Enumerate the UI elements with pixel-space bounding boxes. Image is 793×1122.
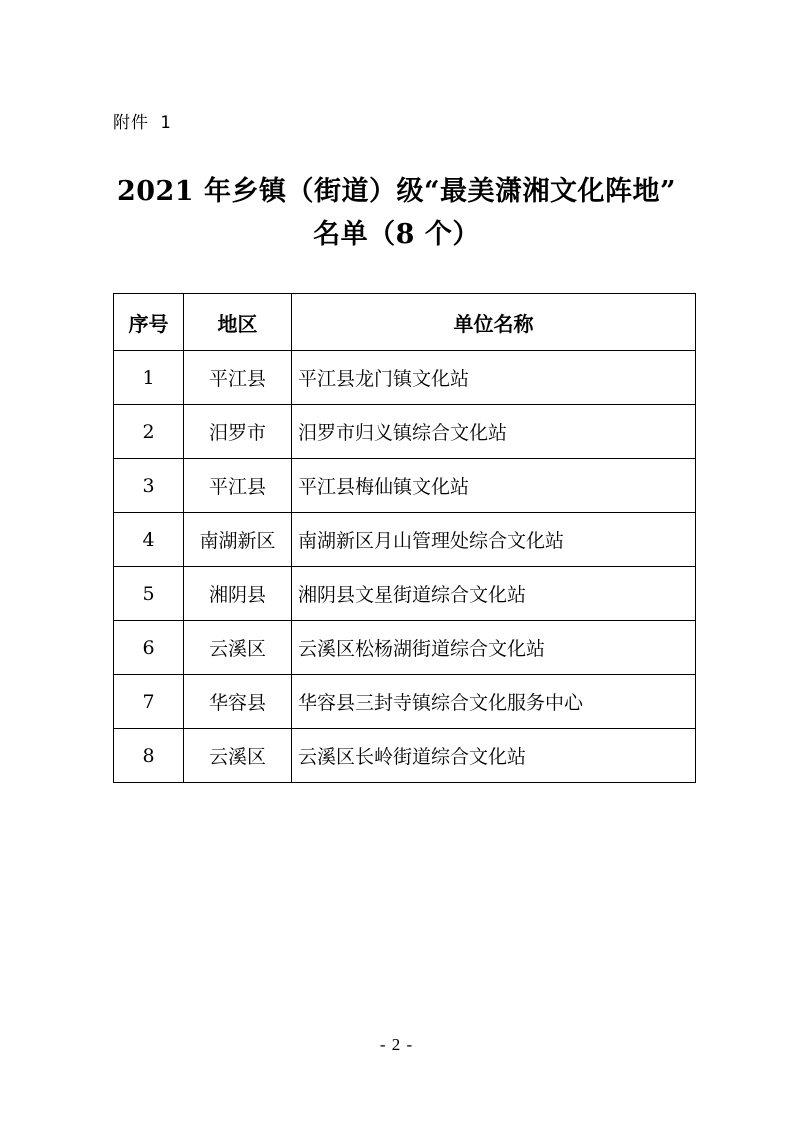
cell-unit: 云溪区松杨湖街道综合文化站 xyxy=(292,621,696,675)
table-row xyxy=(114,675,696,729)
column-header-index: 序号 xyxy=(114,294,184,351)
cell-region: 华容县 xyxy=(184,675,292,729)
cell-unit: 华容县三封寺镇综合文化服务中心 xyxy=(292,675,696,729)
column-header-unit: 单位名称 xyxy=(292,294,696,351)
table-row xyxy=(114,567,696,621)
cell-unit: 汨罗市归义镇综合文化站 xyxy=(292,405,696,459)
table-row xyxy=(114,513,696,567)
cell-region: 云溪区 xyxy=(184,729,292,783)
cell-region: 汨罗市 xyxy=(184,405,292,459)
cell-index: 1 xyxy=(114,351,184,405)
cell-unit: 平江县龙门镇文化站 xyxy=(292,351,696,405)
cell-index: 3 xyxy=(114,459,184,513)
table-row xyxy=(114,459,696,513)
cell-index: 2 xyxy=(114,405,184,459)
table-row xyxy=(114,729,696,783)
cell-region: 湘阴县 xyxy=(184,567,292,621)
cell-index: 4 xyxy=(114,513,184,567)
table-row xyxy=(114,621,696,675)
cell-region: 南湖新区 xyxy=(184,513,292,567)
cell-index: 8 xyxy=(114,729,184,783)
cell-index: 6 xyxy=(114,621,184,675)
cell-index: 5 xyxy=(114,567,184,621)
column-header-region: 地区 xyxy=(184,294,292,351)
cell-region: 平江县 xyxy=(184,351,292,405)
attachment-label: 附件 1 xyxy=(113,113,172,133)
cell-unit: 南湖新区月山管理处综合文化站 xyxy=(292,513,696,567)
table-row xyxy=(114,351,696,405)
cell-unit: 平江县梅仙镇文化站 xyxy=(292,459,696,513)
page-title-line-2: 名单（8 个） xyxy=(313,219,480,250)
table-header-row xyxy=(114,294,696,351)
cell-region: 平江县 xyxy=(184,459,292,513)
page-number: - 2 - xyxy=(379,1035,414,1054)
cell-unit: 云溪区长岭街道综合文化站 xyxy=(292,729,696,783)
cell-unit: 湘阴县文星街道综合文化站 xyxy=(292,567,696,621)
cell-region: 云溪区 xyxy=(184,621,292,675)
table-row xyxy=(114,405,696,459)
cell-index: 7 xyxy=(114,675,184,729)
page-title xyxy=(0,170,793,256)
cultural-sites-table xyxy=(113,293,696,783)
page-title-line-1: 2021 年乡镇（街道）级“最美潇湘文化阵地” xyxy=(116,176,677,207)
